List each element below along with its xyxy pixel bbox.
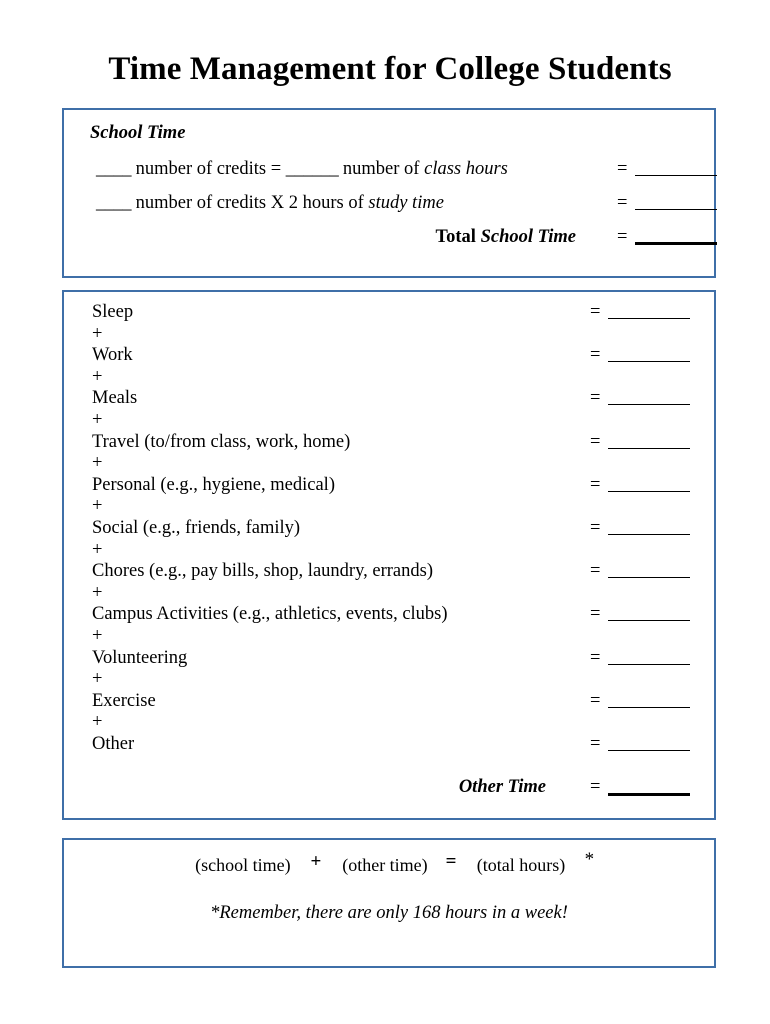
credits-blank-2[interactable]: ____ bbox=[96, 193, 131, 213]
activity-label: Work bbox=[92, 345, 133, 366]
reminder-note: *Remember, there are only 168 hours in a week! bbox=[210, 903, 568, 923]
activity-row-chores bbox=[92, 561, 698, 583]
activity-equals: = bbox=[590, 474, 601, 495]
plus-sign: + bbox=[92, 323, 103, 344]
activity-separator bbox=[92, 583, 698, 605]
activity-answer-sleep[interactable] bbox=[608, 318, 690, 319]
activity-label: Meals bbox=[92, 388, 138, 409]
class-hours-label: number of bbox=[338, 159, 425, 179]
activity-label: Other bbox=[92, 733, 135, 754]
activity-separator bbox=[92, 712, 698, 734]
class-hours-blank[interactable]: ______ bbox=[285, 159, 339, 179]
activity-label: Campus Activities (e.g., athletics, events, clubs) bbox=[92, 604, 448, 625]
activity-row-meals bbox=[92, 388, 698, 410]
activity-label: Chores (e.g., pay bills, shop, laundry, errands) bbox=[92, 561, 433, 582]
plus-sign: + bbox=[92, 409, 103, 430]
plus-sign: + bbox=[92, 669, 103, 690]
activity-answer-other[interactable] bbox=[608, 750, 690, 751]
page-title: Time Management for College Students bbox=[108, 51, 672, 87]
school-time-row-credits-class-hours bbox=[90, 158, 698, 192]
activity-row-sleep bbox=[92, 302, 698, 324]
activity-separator bbox=[92, 540, 698, 562]
activity-equals: = bbox=[590, 690, 601, 711]
school-time-total-equals: = bbox=[617, 227, 628, 247]
activity-equals: = bbox=[590, 517, 601, 538]
school-time-row-1-text bbox=[96, 158, 508, 180]
school-time-term bbox=[184, 854, 302, 877]
activity-equals: = bbox=[590, 733, 601, 754]
activity-separator bbox=[92, 367, 698, 389]
plus-sign: + bbox=[92, 366, 103, 387]
activity-answer-social[interactable] bbox=[608, 534, 690, 535]
activity-equals: = bbox=[590, 561, 601, 582]
activity-row-work bbox=[92, 345, 698, 367]
school-time-row-1-answer[interactable] bbox=[635, 175, 717, 176]
class-hours-emphasis: class hours bbox=[424, 159, 508, 179]
activity-separator bbox=[92, 410, 698, 432]
other-time-term bbox=[330, 854, 440, 877]
plus-sign: + bbox=[92, 453, 103, 474]
activity-label: Travel (to/from class, work, home) bbox=[92, 431, 351, 452]
activity-row-exercise bbox=[92, 691, 698, 713]
other-time-caption: (other time) bbox=[342, 855, 428, 875]
activity-row-other bbox=[92, 734, 698, 756]
activity-row-social bbox=[92, 518, 698, 540]
school-time-row-2-answer[interactable] bbox=[635, 209, 717, 210]
activity-answer-personal[interactable] bbox=[608, 491, 690, 492]
other-time-section bbox=[62, 290, 716, 820]
activity-answer-chores[interactable] bbox=[608, 577, 690, 578]
credits-label-1: number of credits = bbox=[131, 159, 286, 179]
total-hours-caption: (total hours) bbox=[476, 855, 566, 875]
activity-separator bbox=[92, 324, 698, 346]
activity-equals: = bbox=[590, 302, 601, 322]
activity-row-volunteering bbox=[92, 648, 698, 670]
activity-answer-work[interactable] bbox=[608, 361, 690, 362]
asterisk-marker: * bbox=[584, 849, 595, 870]
other-time-total-answer[interactable] bbox=[608, 793, 690, 796]
school-time-caption: (school time) bbox=[195, 855, 291, 875]
school-time-total-label-bold: Total bbox=[435, 227, 481, 247]
activity-equals: = bbox=[590, 647, 601, 668]
plus-operator: + bbox=[310, 851, 322, 872]
other-time-total-row bbox=[92, 777, 698, 807]
activity-equals: = bbox=[590, 345, 601, 366]
activity-row-personal bbox=[92, 475, 698, 497]
school-time-total-label bbox=[436, 226, 577, 248]
school-time-heading: School Time bbox=[90, 123, 186, 143]
activity-separator bbox=[92, 453, 698, 475]
activity-row-travel bbox=[92, 432, 698, 454]
activity-separator bbox=[92, 669, 698, 691]
credits-blank-1[interactable]: ____ bbox=[96, 159, 131, 179]
school-time-row-2-equals: = bbox=[617, 193, 628, 213]
school-time-section bbox=[62, 108, 716, 278]
other-time-total-equals: = bbox=[590, 777, 601, 798]
plus-sign: + bbox=[92, 539, 103, 560]
activity-separator bbox=[92, 626, 698, 648]
activity-answer-travel[interactable] bbox=[608, 448, 690, 449]
activity-label: Sleep bbox=[92, 302, 134, 322]
plus-sign: + bbox=[92, 625, 103, 646]
school-time-row-credits-study-time bbox=[90, 192, 698, 226]
school-time-total-answer[interactable] bbox=[635, 242, 717, 245]
activity-label: Exercise bbox=[92, 690, 156, 711]
activity-label: Social (e.g., friends, family) bbox=[92, 517, 301, 538]
total-hours-term bbox=[462, 854, 580, 877]
activity-separator bbox=[92, 496, 698, 518]
equals-operator: = bbox=[445, 851, 457, 872]
activity-list bbox=[92, 302, 698, 755]
activity-equals: = bbox=[590, 388, 601, 409]
study-time-label: number of credits X 2 hours of bbox=[131, 193, 369, 213]
activity-answer-meals[interactable] bbox=[608, 404, 690, 405]
activity-label: Personal (e.g., hygiene, medical) bbox=[92, 474, 335, 495]
plus-sign: + bbox=[92, 496, 103, 517]
activity-answer-volunteering[interactable] bbox=[608, 664, 690, 665]
activity-answer-campus-activities[interactable] bbox=[608, 620, 690, 621]
total-hours-section bbox=[62, 838, 716, 968]
activity-row-campus-activities bbox=[92, 604, 698, 626]
activity-equals: = bbox=[590, 604, 601, 625]
school-time-row-1-equals: = bbox=[617, 159, 628, 179]
school-time-total-row bbox=[90, 226, 698, 260]
activity-answer-exercise[interactable] bbox=[608, 707, 690, 708]
school-time-total-label-emphasis: School Time bbox=[480, 227, 576, 247]
other-time-total-label: Other Time bbox=[458, 777, 546, 798]
school-time-row-2-text bbox=[96, 192, 444, 214]
plus-sign: + bbox=[92, 582, 103, 603]
activity-equals: = bbox=[590, 431, 601, 452]
activity-label: Volunteering bbox=[92, 647, 188, 668]
total-equation bbox=[184, 849, 595, 877]
study-time-emphasis: study time bbox=[368, 193, 444, 213]
plus-sign: + bbox=[92, 712, 103, 733]
